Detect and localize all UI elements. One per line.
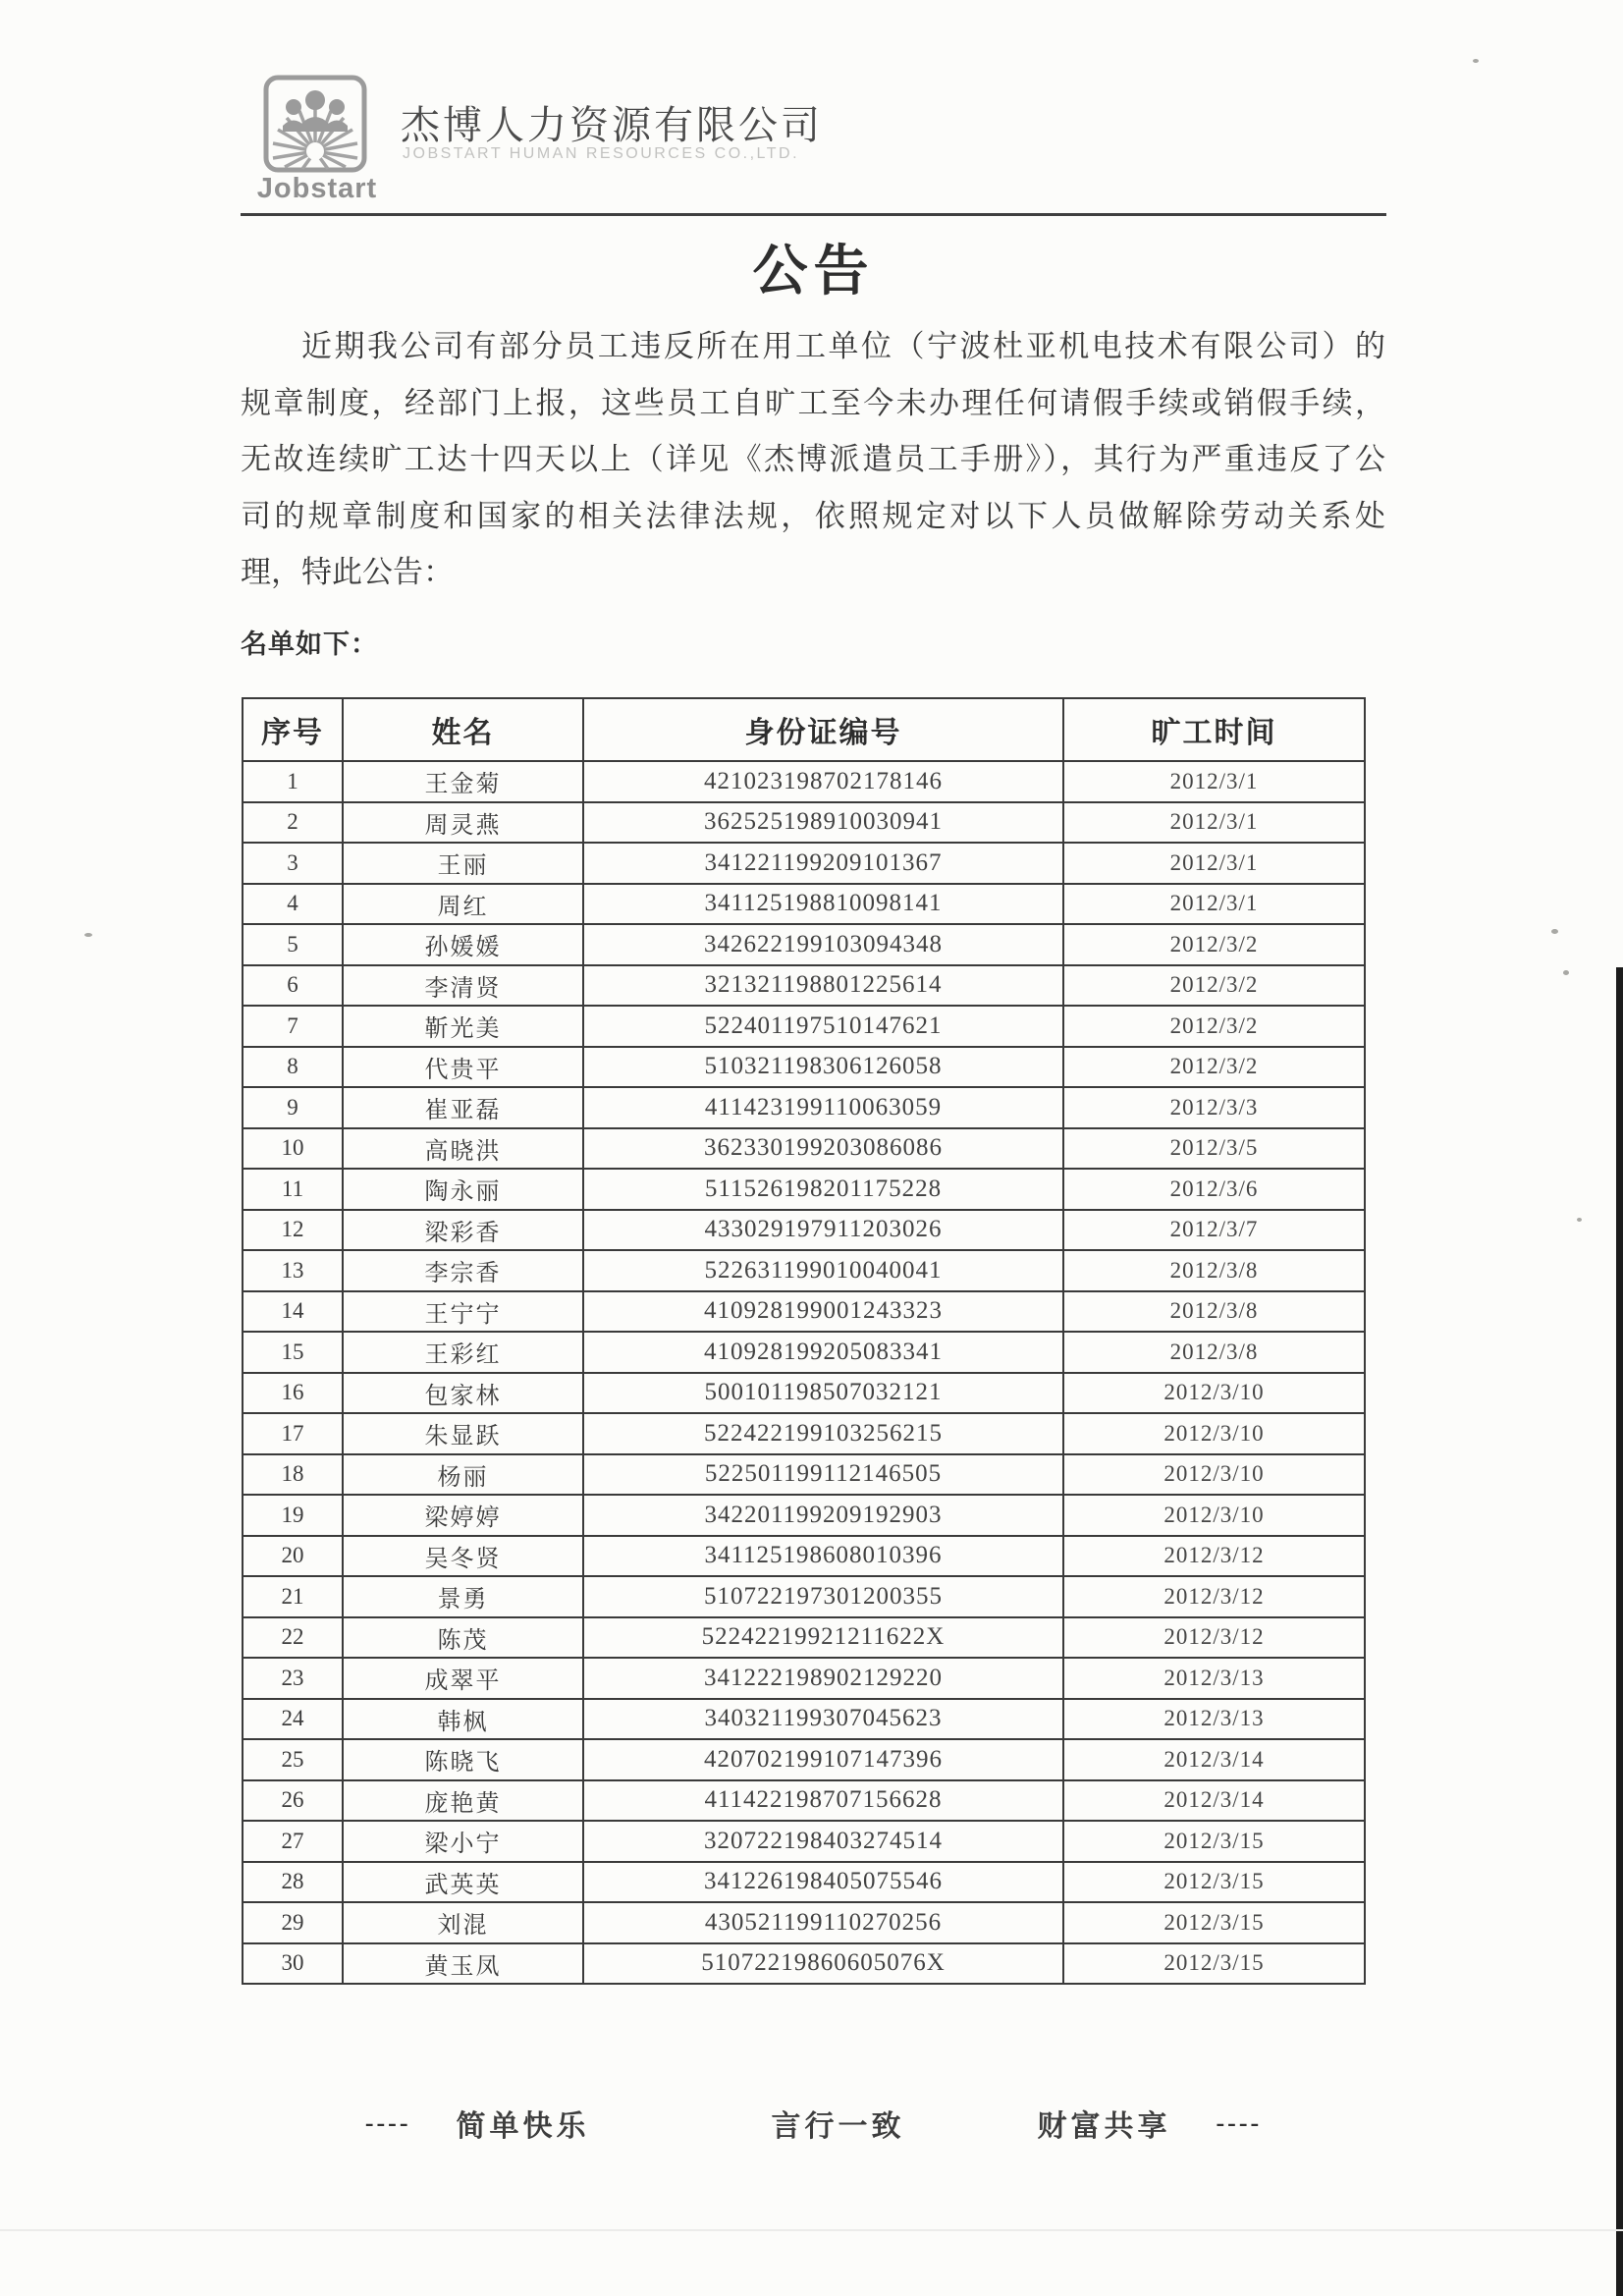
table-row (243, 1943, 1365, 1985)
table-row (243, 1128, 1365, 1170)
table-row (243, 761, 1365, 802)
absence-date: 2012/3/5 (1063, 1128, 1365, 1170)
row-number: 26 (243, 1780, 343, 1822)
absence-date: 2012/3/1 (1063, 761, 1365, 802)
notice-line: 近期我公司有部分员工违反所在用工单位（宁波杜亚机电技术有限公司）的 (301, 329, 1385, 363)
table-row (243, 1739, 1365, 1780)
absence-date: 2012/3/15 (1063, 1943, 1365, 1985)
table-row (243, 1821, 1365, 1862)
absence-date: 2012/3/13 (1063, 1699, 1365, 1740)
employee-name: 王宁宁 (343, 1291, 583, 1333)
absence-date: 2012/3/7 (1063, 1210, 1365, 1251)
roster-table-header (243, 698, 1365, 761)
id-number: 522501199112146505 (583, 1454, 1063, 1496)
employee-name: 梁彩香 (343, 1210, 583, 1251)
row-number: 30 (243, 1943, 343, 1985)
absence-date: 2012/3/8 (1063, 1332, 1365, 1373)
row-number: 7 (243, 1006, 343, 1047)
employee-name: 高晓洪 (343, 1128, 583, 1170)
row-number: 29 (243, 1902, 343, 1943)
id-number: 430521199110270256 (583, 1902, 1063, 1943)
absence-date: 2012/3/15 (1063, 1821, 1365, 1862)
col-header-date: 旷工时间 (1063, 698, 1365, 761)
notice-paragraph (241, 318, 1385, 601)
table-row (243, 843, 1365, 884)
row-number: 3 (243, 843, 343, 884)
notice-line: 司的规章制度和国家的相关法律法规，依照规定对以下人员做解除劳动关系处 (241, 498, 1385, 533)
row-number: 27 (243, 1821, 343, 1862)
absence-date: 2012/3/10 (1063, 1495, 1365, 1536)
id-number: 522631199010040041 (583, 1250, 1063, 1291)
employee-name: 王丽 (343, 843, 583, 884)
row-number: 8 (243, 1047, 343, 1088)
dash-left: ---- (364, 2108, 411, 2137)
row-number: 15 (243, 1332, 343, 1373)
employee-name: 朱显跃 (343, 1413, 583, 1454)
id-number: 342622199103094348 (583, 924, 1063, 965)
table-row (243, 1413, 1365, 1454)
employee-name: 崔亚磊 (343, 1087, 583, 1128)
employee-name: 吴冬贤 (343, 1536, 583, 1577)
table-row (243, 1536, 1365, 1577)
employee-name: 梁婷婷 (343, 1495, 583, 1536)
absence-date: 2012/3/1 (1063, 802, 1365, 844)
roster-table (242, 697, 1366, 1985)
row-number: 14 (243, 1291, 343, 1333)
employee-name: 李清贤 (343, 965, 583, 1007)
employee-name: 王金菊 (343, 761, 583, 802)
absence-date: 2012/3/10 (1063, 1373, 1365, 1414)
row-number: 20 (243, 1536, 343, 1577)
row-number: 28 (243, 1862, 343, 1903)
absence-date: 2012/3/15 (1063, 1862, 1365, 1903)
absence-date: 2012/3/8 (1063, 1291, 1365, 1333)
id-number: 362330199203086086 (583, 1128, 1063, 1170)
employee-name: 王彩红 (343, 1332, 583, 1373)
scan-fold-line (0, 2229, 1623, 2231)
company-name-cn: 杰博人力资源有限公司 (401, 103, 823, 147)
id-number: 362525198910030941 (583, 802, 1063, 844)
absence-date: 2012/3/12 (1063, 1617, 1365, 1659)
absence-date: 2012/3/14 (1063, 1780, 1365, 1822)
page-title: 公告 (752, 242, 875, 302)
absence-date: 2012/3/6 (1063, 1169, 1365, 1210)
absence-date: 2012/3/2 (1063, 965, 1365, 1007)
table-row (243, 1332, 1365, 1373)
col-header-index: 序号 (243, 698, 343, 761)
table-row (243, 1006, 1365, 1047)
employee-name: 靳光美 (343, 1006, 583, 1047)
row-number: 12 (243, 1210, 343, 1251)
table-row (243, 1658, 1365, 1699)
employee-name: 刘混 (343, 1902, 583, 1943)
employee-name: 陶永丽 (343, 1169, 583, 1210)
list-intro-label: 名单如下： (241, 629, 378, 659)
slogan-simple-happiness: 简单快乐 (456, 2110, 590, 2143)
id-number: 522401197510147621 (583, 1006, 1063, 1047)
table-row (243, 802, 1365, 844)
id-number: 500101198507032121 (583, 1373, 1063, 1414)
employee-name: 孙媛媛 (343, 924, 583, 965)
employee-name: 杨丽 (343, 1454, 583, 1496)
row-number: 11 (243, 1169, 343, 1210)
jobstart-logo-icon (263, 75, 367, 173)
company-name-en: JOBSTART HUMAN RESOURCES CO.,LTD. (403, 145, 800, 162)
row-number: 16 (243, 1373, 343, 1414)
row-number: 9 (243, 1087, 343, 1128)
scan-speck (1577, 1218, 1582, 1222)
table-row (243, 1862, 1365, 1903)
row-number: 2 (243, 802, 343, 844)
absence-date: 2012/3/3 (1063, 1087, 1365, 1128)
id-number: 342201199209192903 (583, 1495, 1063, 1536)
row-number: 13 (243, 1250, 343, 1291)
employee-name: 代贵平 (343, 1047, 583, 1088)
row-number: 19 (243, 1495, 343, 1536)
employee-name: 周红 (343, 884, 583, 925)
row-number: 1 (243, 761, 343, 802)
id-number: 433029197911203026 (583, 1210, 1063, 1251)
id-number: 510321198306126058 (583, 1047, 1063, 1088)
logo-wordmark: Jobstart (256, 173, 378, 204)
table-row (243, 924, 1365, 965)
id-number: 341222198902129220 (583, 1658, 1063, 1699)
scan-speck (1551, 929, 1558, 934)
absence-date: 2012/3/1 (1063, 884, 1365, 925)
absence-date: 2012/3/12 (1063, 1536, 1365, 1577)
table-row (243, 1902, 1365, 1943)
header-divider (241, 213, 1386, 216)
table-row (243, 1495, 1365, 1536)
roster-table-body (243, 761, 1365, 1984)
row-number: 24 (243, 1699, 343, 1740)
notice-line: 理，特此公告： (241, 555, 454, 589)
id-number: 421023198702178146 (583, 761, 1063, 802)
id-number: 420702199107147396 (583, 1739, 1063, 1780)
row-number: 22 (243, 1617, 343, 1659)
scan-speck (1473, 59, 1479, 63)
id-number: 510722197301200355 (583, 1576, 1063, 1617)
row-number: 5 (243, 924, 343, 965)
table-row (243, 1047, 1365, 1088)
absence-date: 2012/3/10 (1063, 1413, 1365, 1454)
id-number: 411423199110063059 (583, 1087, 1063, 1128)
col-header-id: 身份证编号 (583, 698, 1063, 761)
absence-date: 2012/3/2 (1063, 924, 1365, 965)
absence-date: 2012/3/8 (1063, 1250, 1365, 1291)
id-number: 321321198801225614 (583, 965, 1063, 1007)
absence-date: 2012/3/2 (1063, 1006, 1365, 1047)
row-number: 4 (243, 884, 343, 925)
id-number: 341226198405075546 (583, 1862, 1063, 1903)
col-header-name: 姓名 (343, 698, 583, 761)
row-number: 6 (243, 965, 343, 1007)
employee-name: 成翠平 (343, 1658, 583, 1699)
row-number: 17 (243, 1413, 343, 1454)
notice-line: 规章制度，经部门上报，这些员工自旷工至今未办理任何请假手续或销假手续， (241, 385, 1385, 420)
notice-line: 无故连续旷工达十四天以上（详见《杰博派遣员工手册》），其行为严重违反了公 (241, 442, 1385, 476)
logo-graphic (263, 75, 367, 173)
table-row (243, 1169, 1365, 1210)
absence-date: 2012/3/12 (1063, 1576, 1365, 1617)
employee-name: 景勇 (343, 1576, 583, 1617)
id-number: 511526198201175228 (583, 1169, 1063, 1210)
id-number: 51072219860605076X (583, 1943, 1063, 1985)
employee-name: 陈茂 (343, 1617, 583, 1659)
row-number: 21 (243, 1576, 343, 1617)
row-number: 10 (243, 1128, 343, 1170)
row-number: 25 (243, 1739, 343, 1780)
employee-name: 陈晓飞 (343, 1739, 583, 1780)
absence-date: 2012/3/1 (1063, 843, 1365, 884)
table-row (243, 1699, 1365, 1740)
row-number: 23 (243, 1658, 343, 1699)
footer-slogans (241, 2102, 1386, 2145)
slogan-shared-wealth: 财富共享 (1037, 2110, 1171, 2143)
employee-name: 庞艳黄 (343, 1780, 583, 1822)
table-row (243, 884, 1365, 925)
scan-speck (84, 933, 92, 937)
id-number: 411422198707156628 (583, 1780, 1063, 1822)
scan-edge-strip (1616, 967, 1623, 2296)
dash-right: ---- (1216, 2108, 1263, 2137)
employee-name: 韩枫 (343, 1699, 583, 1740)
id-number: 340321199307045623 (583, 1699, 1063, 1740)
employee-name: 黄玉凤 (343, 1943, 583, 1985)
table-row (243, 1617, 1365, 1659)
employee-name: 包家林 (343, 1373, 583, 1414)
absence-date: 2012/3/14 (1063, 1739, 1365, 1780)
absence-date: 2012/3/2 (1063, 1047, 1365, 1088)
absence-date: 2012/3/15 (1063, 1902, 1365, 1943)
scan-speck (1563, 970, 1569, 975)
table-row (243, 1780, 1365, 1822)
row-number: 18 (243, 1454, 343, 1496)
table-row (243, 1291, 1365, 1333)
table-row (243, 1576, 1365, 1617)
table-row (243, 1087, 1365, 1128)
employee-name: 武英英 (343, 1862, 583, 1903)
id-number: 52242219921211622X (583, 1617, 1063, 1659)
table-row (243, 1250, 1365, 1291)
table-row (243, 1373, 1365, 1414)
id-number: 522422199103256215 (583, 1413, 1063, 1454)
slogan-word-deed-consistency: 言行一致 (771, 2110, 905, 2143)
employee-name: 周灵燕 (343, 802, 583, 844)
employee-name: 梁小宁 (343, 1821, 583, 1862)
table-row (243, 965, 1365, 1007)
id-number: 341125198810098141 (583, 884, 1063, 925)
employee-name: 李宗香 (343, 1250, 583, 1291)
table-row (243, 1454, 1365, 1496)
id-number: 341125198608010396 (583, 1536, 1063, 1577)
id-number: 410928199205083341 (583, 1332, 1063, 1373)
id-number: 320722198403274514 (583, 1821, 1063, 1862)
id-number: 341221199209101367 (583, 843, 1063, 884)
absence-date: 2012/3/10 (1063, 1454, 1365, 1496)
id-number: 410928199001243323 (583, 1291, 1063, 1333)
table-row (243, 1210, 1365, 1251)
absence-date: 2012/3/13 (1063, 1658, 1365, 1699)
